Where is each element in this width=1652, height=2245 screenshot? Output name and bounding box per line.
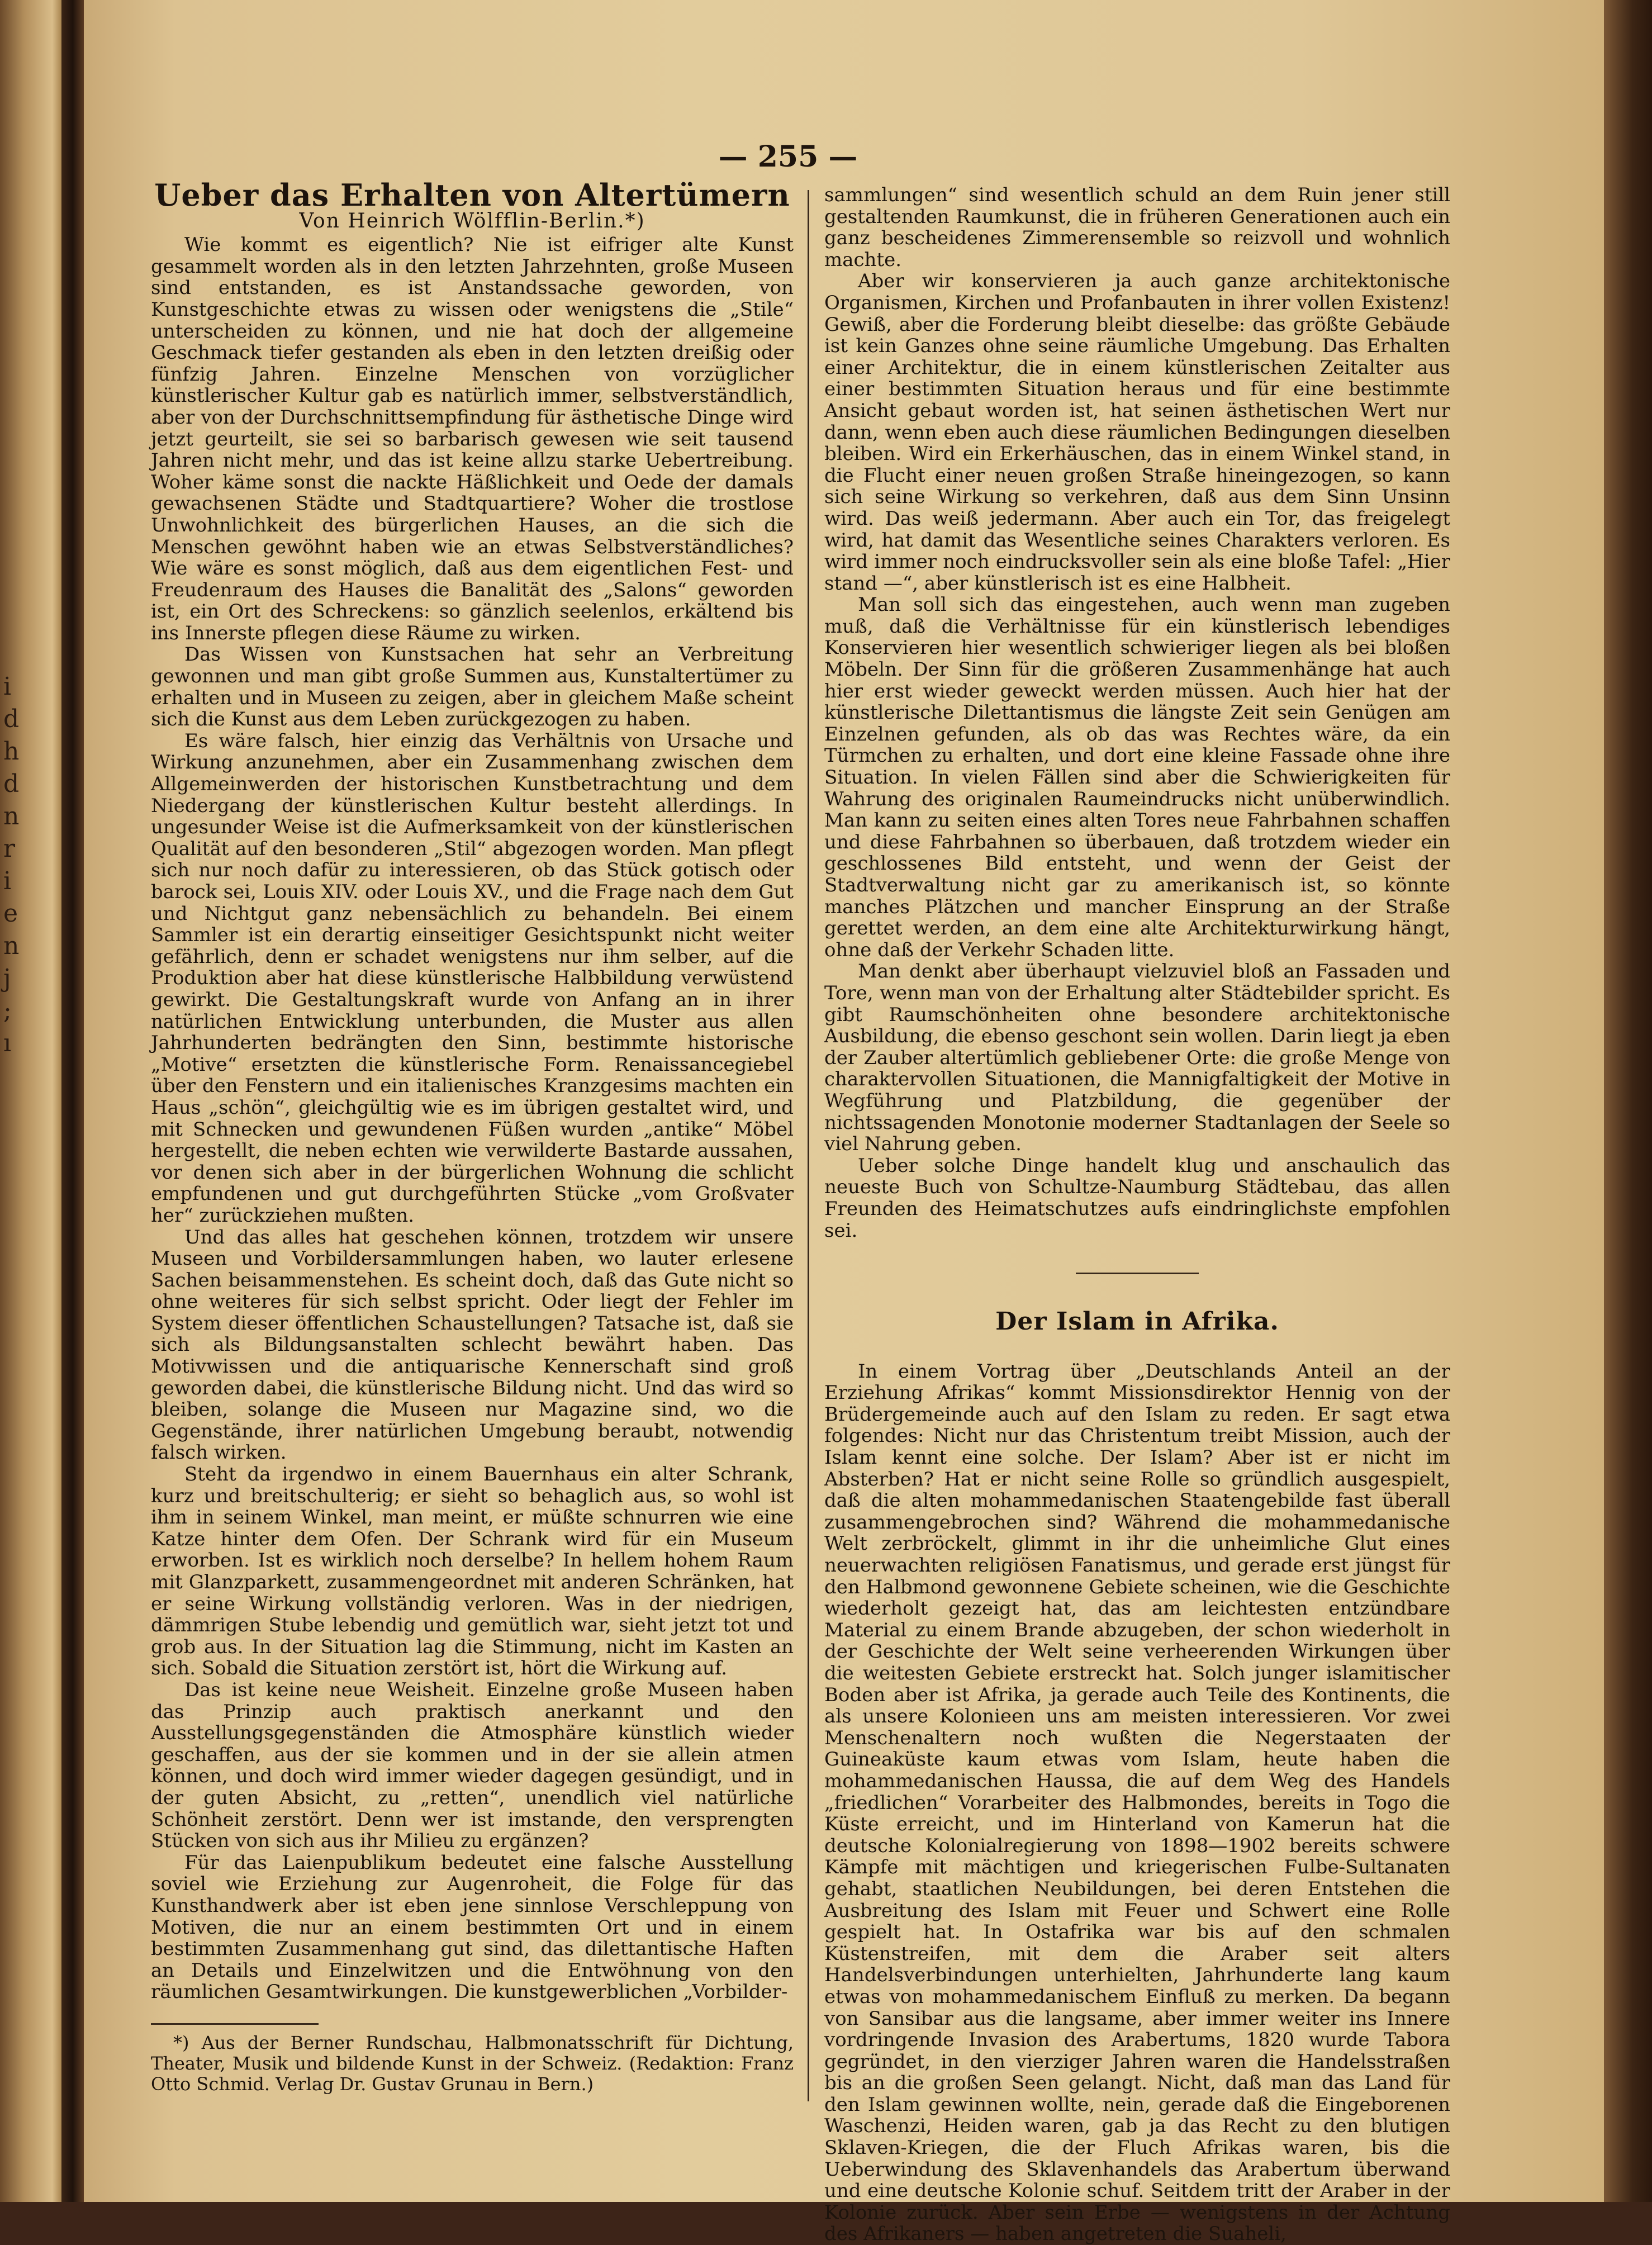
- article-title: Der Islam in Afrika.: [995, 1307, 1279, 1336]
- paragraph: Das Wissen von Kunstsachen hat sehr an Verbreitung gewonnen und man gibt große Summen aus, Kunstaltertümer zu erhalten und in Museen zu zeigen, aber in gleichem Maße scheint sich die Kunst aus dem Leben zurückgezogen zu haben.: [151, 643, 794, 731]
- page-edge: [1604, 0, 1652, 2202]
- section-divider: [1076, 1273, 1199, 1274]
- paragraph: Das ist keine neue Weisheit. Einzelne große Museen haben das Prinzip auch praktisch anerkannt und den Ausstellungsgegenständen die Atmosphäre künstlich wieder geschaffen, aus der sie kommen und in der sie allein atmen können, und doch wird immer wieder dagegen gesündigt, und in der guten Absicht, zu „retten“, unendlich viel natürliche Schönheit zerstört. Denn wer ist imstande, den versprengten Stücken von sich aus ihr Milieu zu ergänzen?: [151, 1678, 794, 1853]
- paragraph: Es wäre falsch, hier einzig das Verhältnis von Ursache und Wirkung anzunehmen, aber ein Zusammenhang zwischen dem Allgemeinwerden der historischen Kunstbetrachtung und dem Niedergang der künstlerischen Kultur besteht allerdings. In ungesunder Weise ist die Aufmerksamkeit von der künstlerischen Qualität auf den besonderen „Stil“ abgezogen worden. Man pflegt sich nur noch dafür zu interessieren, ob das Stück gotisch oder barock sei, Louis XIV. oder Louis XV., und die Frage nach dem Gut und Nichtgut ganz nebensächlich zu behandeln. Bei einem Sammler ist ein derartig einseitiger Gesichtspunkt nicht weiter gefährlich, denn er schadet wenigstens nur ihm selber, auf die Produktion aber hat diese künstlerische Halbbildung verwüstend gewirkt. Die Gestaltungskraft wurde von Anfang an in ihrer natürlichen Entwicklung unterbunden, die Muster aus allen Jahrhunderten bedrängten den Sinn, bestimmte historische „Motive“ ersetzten die künstlerische Form. Renaissancegiebel über den Fenstern und ein italienisches Kranzgesims machten ein Haus „schön“, gleichgültig wie es im übrigen gestaltet wird, und mit Schnecken und gewundenen Füßen wurden „antike“ Möbel hergestellt, die neben echten wie verwilderte Bastarde aussahen, vor denen sich aber in der bürgerlichen Wohnung die schlicht empfundenen und gut durchgeführten Stücke „vom Großvater her“ zurückziehen mußten.: [151, 729, 794, 1227]
- book-gutter: [61, 0, 84, 2202]
- paragraph: Man soll sich das eingestehen, auch wenn man zugeben muß, daß die Verhältnisse für ein künstlerisch lebendiges Konservieren hier wesentlich schwieriger liegen als bei bloßen Möbeln. Der Sinn für die größeren Zusammenhänge hat auch hier erst wieder geweckt werden müssen. Auch hier hat der künstlerische Dilettantismus die längste Zeit sein Genügen am Einzelnen gefunden, als ob das was Rechtes wäre, da ein Türmchen zu erhalten, und dort eine kleine Fassade ohne ihre Situation. In vielen Fällen sind aber die Schwierigkeiten für Wahrung des originalen Raumeindrucks nicht unüberwindlich. Man kann zu seiten eines alten Tores neue Fahrbahnen schaffen und diese Fahrbahnen so überbauen, daß trotzdem wieder ein geschlossenes Bild entsteht, und wenn der Geist der Stadtverwaltung nicht gar zu amerikanisch ist, so könnte manches Plätzchen und mancher Einsprung an der Straße gerettet werden, an dem eine alte Architekturwirkung hängt, ohne daß der Verkehr Schaden litte.: [824, 594, 1450, 961]
- facing-page-edge: [0, 0, 61, 2202]
- paragraph: sammlungen“ sind wesentlich schuld an dem Ruin jener still gestaltenden Raumkunst, die in früheren Generationen auch ein ganz bescheidenes Zimmerensemble so reizvoll und wohnlich machte.: [824, 184, 1450, 271]
- paragraph: Ueber solche Dinge handelt klug und anschaulich das neueste Buch von Schultze-Naumburg Städtebau, das allen Freunden des Heimatschutzes aufs eindringlichste empfohlen sei.: [824, 1154, 1450, 1242]
- footnote-divider: [151, 2023, 319, 2025]
- column-divider: [808, 190, 809, 2101]
- paragraph: Aber wir konservieren ja auch ganze architektonische Organismen, Kirchen und Profanbauten in ihrer vollen Existenz! Gewiß, aber die Forderung bleibt dieselbe: das größte Gebäude ist kein Ganzes ohne seine räumliche Umgebung. Das Erhalten einer Architektur, die in einem künstlerischen Zeitalter aus einer bestimmten Situation heraus und für eine bestimmte Ansicht gebaut worden ist, hat seinen ästhetischen Wert nur dann, wenn eben auch diese räumlichen Bedingungen dieselben bleiben. Wird ein Erkerhäuschen, das in einem Winkel stand, in die Flucht einer neuen großen Straße hineingezogen, so kann sich seine Wirkung so verkehren, daß aus dem Sinn Unsinn wird. Das weiß jedermann. Aber auch ein Tor, das freigelegt wird, hat damit das Wesentliche seines Charakters verloren. Es wird immer noch eindrucksvoller sein als eine bloße Tafel: „Hier stand —“, aber künstlerisch ist es eine Halbheit.: [824, 270, 1450, 595]
- paragraph: In einem Vortrag über „Deutschlands Anteil an der Erziehung Afrikas“ kommt Missionsdirektor Hennig von der Brüdergemeinde auch auf den Islam zu reden. Er sagt etwa folgendes: Nicht nur das Christentum treibt Mission, auch der Islam kennt eine solche. Der Islam? Aber ist er nicht im Absterben? Hat er nicht seine Rolle so gründlich ausgespielt, daß die alten mohammedanischen Staatengebilde fast überall zusammengebrochen sind? Während die mohammedanische Welt zerbröckelt, glimmt in ihr die unheimliche Glut eines neuerwachten religiösen Fanatismus, und gerade erst jüngst für den Halbmond gewonnene Gebiete scheinen, wie die Geschichte wiederholt gezeigt hat, das am leichtesten entzündbare Material zu einem Brande abzugeben, der schon wiederholt in der Geschichte der Welt seine verheerenden Wirkungen über die weitesten Gebiete erstreckt hat. Solch junger islamitischer Boden aber ist Afrika, ja gerade auch Teile des Kontinents, die als unsere Kolonieen uns am meisten interessieren. Vor zwei Menschenaltern noch wußten die Negerstaaten der Guineaküste kaum etwas vom Islam, heute haben die mohammedanischen Haussa, die auf dem Weg des Handels „friedlichen“ Vorarbeiter des Halbmondes, bereits in Togo die Küste erreicht, und im Hinterland von Kamerun hat die deutsche Kolonialregierung von 1898—1902 bereits schwere Kämpfe mit mächtigen und kriegerischen Fulbe-Sultanaten gehabt, staatlichen Neubildungen, bei deren Entstehen die Ausbreitung des Islam mit Feuer und Schwert eine Rolle gespielt hat. In Ostafrika war bis auf den schmalen Küstenstreifen, mit dem die Araber seit alters Handelsverbindungen unterhielten, Jahrhunderte lang kaum etwas von mohammedanischem Einfluß zu merken. Da begann von Sansibar aus die langsame, aber immer weiter ins Innere vordringende Invasion des Arabertums, 1820 wurde Tabora gegründet, in den vierziger Jahren waren die Handelsstraßen bis an die großen Seen gelangt. Nicht, daß man das Land für den Islam gewinnen wollte, nein, gerade daß die Eingeborenen Waschenzi, Heiden waren, gab ja das Recht zu den blutigen Sklaven-Kriegen, die der Fluch Afrikas waren, bis die Ueberwindung des Sklavenhandels das Arabertum überwand und eine deutsche Kolonie schuf. Seitdem tritt der Araber in der Kolonie zurück. Aber sein Erbe — wenigstens in der Achtung des Afrikaners — haben angetreten die Suaheli,: [824, 1360, 1450, 2245]
- facing-page-text-fragment: i d h d n r i e n j ; ı: [3, 672, 20, 1057]
- article-byline: Von Heinrich Wölfflin-Berlin.*): [299, 209, 645, 232]
- paragraph: Wie kommt es eigentlich? Nie ist eifriger alte Kunst gesammelt worden als in den letzten Jahrzehnten, große Museen sind entstanden, es ist Anstandssache geworden, von Kunstgeschichte etwas zu wissen oder wenigstens die „Stile“ unterscheiden zu können, und nie hat doch der allgemeine Geschmack tiefer gestanden als eben in den letzten dreißig oder fünfzig Jahren. Einzelne Menschen von vorzüglicher künstlerischer Kultur gab es natürlich immer, selbstverständlich, aber von der Durchschnittsempfindung für ästhetische Dinge wird jetzt geurteilt, sie sei so barbarisch gewesen wie seit tausend Jahren nicht mehr, und das ist keine allzu starke Uebertreibung. Woher käme sonst die nackte Häßlichkeit und Oede der damals gewachsenen Städte und Stadtquartiere? Woher die trostlose Unwohnlichkeit des bürgerlichen Hauses, an die sich die Menschen gewöhnt haben wie an etwas Selbstverständliches? Wie wäre es sonst möglich, daß aus dem eigentlichen Fest- und Freudenraum des Hauses die Banalität des „Salons“ geworden ist, ein Ort des Schreckens: so gänzlich seelenlos, erkältend bis ins Innerste pflegen diese Räume zu wirken.: [151, 234, 794, 644]
- paragraph: Und das alles hat geschehen können, trotzdem wir unsere Museen und Vorbildersammlungen haben, wo lauter erlesene Sachen beisammenstehen. Es scheint doch, daß das Gute nicht so ohne weiteres für sich selbst spricht. Oder liegt der Fehler im System dieser öffentlichen Schaustellungen? Tatsache ist, daß sie sich als Bildungsanstalten schlecht bewährt haben. Das Motivwissen und die antiquarische Kennerschaft sind groß geworden dabei, die künstlerische Bildung nicht. Und das wird so bleiben, solange die Museen nur Magazine sind, wo die Gegenstände, ihrer natürlichen Umgebung beraubt, notwendig falsch wirken.: [151, 1226, 794, 1464]
- footnote: *) Aus der Berner Rundschau, Halbmonatsschrift für Dichtung, Theater, Musik und bildende Kunst in der Schweiz. (Redaktion: Franz Otto Schmid. Verlag Dr. Gustav Grunau in Bern.): [151, 2032, 794, 2095]
- article-title: Ueber das Erhalten von Altertümern: [154, 177, 790, 213]
- paragraph: Man denkt aber überhaupt vielzuviel bloß an Fassaden und Tore, wenn man von der Erhaltung alter Städtebilder spricht. Es gibt Raumschönheiten ohne besondere architektonische Ausbildung, die ebenso geschont sein wollen. Darin liegt ja eben der Zauber altertümlich gebliebener Orte: die große Menge von charaktervollen Situationen, die Mannigfaltigkeit der Motive in Wegführung und Platzbildung, die gegenüber der nichtssagenden Monotonie moderner Stadtanlagen der Seele so viel Nahrung geben.: [824, 960, 1450, 1156]
- page-number: — 255 —: [718, 140, 858, 174]
- left-column: [151, 177, 794, 2095]
- paragraph: Für das Laienpublikum bedeutet eine falsche Ausstellung soviel wie Erziehung zur Augenroheit, die Folge für das Kunsthandwerk aber ist eben jene sinnlose Verschleppung von Motiven, die nur an einem bestimmten Ort und in einem bestimmten Zusammenhang gut sind, das dilettantische Haften an Details und Einzelwitzen und die Entwöhnung von den räumlichen Gesamtwirkungen. Die kunstgewerblichen „Vorbilder-: [151, 1851, 794, 2004]
- right-column: [824, 184, 1450, 2245]
- paragraph: Steht da irgendwo in einem Bauernhaus ein alter Schrank, kurz und breitschulterig; er sieht so behaglich aus, so wohl ist ihm in seinem Winkel, man meint, er müßte schnurren wie eine Katze hinter dem Ofen. Der Schrank wird für ein Museum erworben. Ist es wirklich noch derselbe? In hellem hohem Raum mit Glanzparkett, zusammengeordnet mit anderen Schränken, hat er seine Wirkung vollständig verloren. Was in der niedrigen, dämmrigen Stube lebendig und gemütlich war, sieht jetzt tot und grob aus. In der Situation lag die Stimmung, nicht im Kasten an sich. Sobald die Situation zerstört ist, hört die Wirkung auf.: [151, 1463, 794, 1680]
